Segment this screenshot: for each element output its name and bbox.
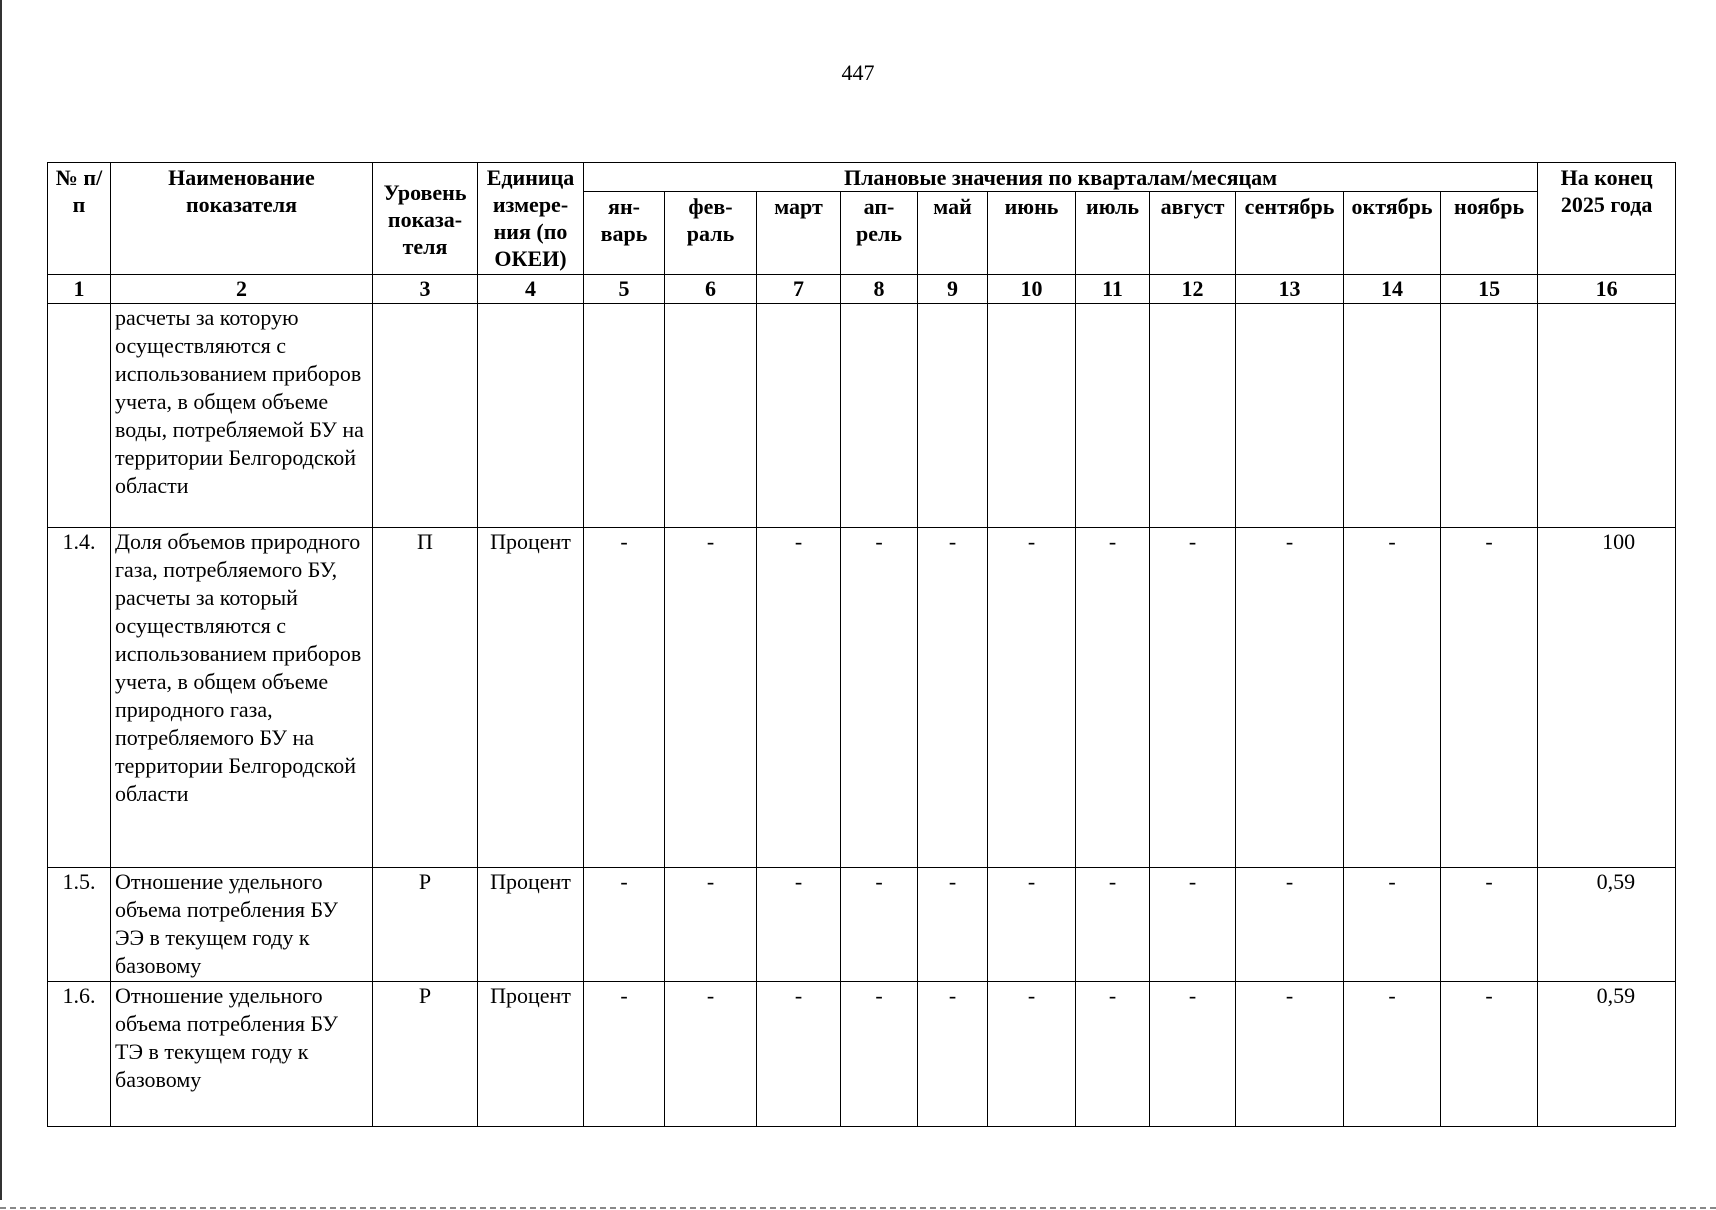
- month-value: [988, 304, 1076, 528]
- column-index: 4: [478, 275, 584, 304]
- column-index: 12: [1150, 275, 1236, 304]
- table-row: [48, 982, 1676, 1127]
- column-index: 6: [665, 275, 757, 304]
- header-level: Уровень показа-теля: [373, 163, 478, 275]
- header-month: октябрь: [1344, 192, 1441, 275]
- month-value: [1076, 304, 1150, 528]
- indicator-name: расчеты за которую осуществляются с использованием приборов учета, в общем объеме воды, потребляемой БУ на территории Белгородской области: [111, 304, 373, 528]
- header-month: август: [1150, 192, 1236, 275]
- month-value: -: [1344, 982, 1441, 1127]
- column-index: 5: [584, 275, 665, 304]
- header-no: № п/п: [48, 163, 111, 275]
- page-number: 447: [841, 60, 875, 85]
- header-planned: Плановые значения по кварталам/месяцам: [584, 163, 1538, 192]
- indicator-table: [47, 162, 1676, 1127]
- month-value: [665, 304, 757, 528]
- month-value: -: [1076, 868, 1150, 982]
- month-value: -: [918, 982, 988, 1127]
- indicator-level: Р: [373, 982, 478, 1127]
- header-month: фев-раль: [665, 192, 757, 275]
- column-index: 15: [1441, 275, 1538, 304]
- month-value: [918, 304, 988, 528]
- month-value: -: [918, 868, 988, 982]
- month-value: [1441, 304, 1538, 528]
- column-index: 9: [918, 275, 988, 304]
- row-number: 1.5.: [48, 868, 111, 982]
- column-index: 16: [1538, 275, 1676, 304]
- end-year-value: [1538, 304, 1676, 528]
- column-index-row: [48, 275, 1676, 304]
- column-index: 7: [757, 275, 841, 304]
- month-value: -: [841, 982, 918, 1127]
- month-value: -: [1344, 868, 1441, 982]
- month-value: -: [1150, 528, 1236, 868]
- column-index: 11: [1076, 275, 1150, 304]
- indicator-unit: Процент: [478, 528, 584, 868]
- month-value: -: [584, 528, 665, 868]
- month-value: -: [1441, 982, 1538, 1127]
- header-month: ноябрь: [1441, 192, 1538, 275]
- month-value: [757, 304, 841, 528]
- month-value: [1150, 304, 1236, 528]
- column-index: 13: [1236, 275, 1344, 304]
- column-index: 14: [1344, 275, 1441, 304]
- month-value: -: [665, 528, 757, 868]
- header-name: Наименование показателя: [111, 163, 373, 275]
- header-row-1: [48, 163, 1676, 192]
- header-month: ап-рель: [841, 192, 918, 275]
- end-year-value: 0,59: [1538, 982, 1676, 1127]
- month-value: -: [841, 868, 918, 982]
- month-value: [584, 304, 665, 528]
- end-year-value: 0,59: [1538, 868, 1676, 982]
- month-value: -: [988, 868, 1076, 982]
- header-month: сентябрь: [1236, 192, 1344, 275]
- month-value: -: [841, 528, 918, 868]
- indicator-name: Отношение удельного объема потребления БУ ЭЭ в текущем году к базовому: [111, 868, 373, 982]
- month-value: -: [665, 982, 757, 1127]
- month-value: [1236, 304, 1344, 528]
- indicator-level: [373, 304, 478, 528]
- month-value: -: [1236, 528, 1344, 868]
- indicator-level: П: [373, 528, 478, 868]
- month-value: -: [1150, 982, 1236, 1127]
- header-month: май: [918, 192, 988, 275]
- header-month: ян-варь: [584, 192, 665, 275]
- column-index: 10: [988, 275, 1076, 304]
- indicator-name: Отношение удельного объема потребления БУ ТЭ в текущем году к базовому: [111, 982, 373, 1127]
- month-value: -: [1236, 868, 1344, 982]
- month-value: -: [584, 982, 665, 1127]
- header-end-year: На конец 2025 года: [1538, 163, 1676, 275]
- month-value: -: [1441, 868, 1538, 982]
- month-value: -: [918, 528, 988, 868]
- column-index: 3: [373, 275, 478, 304]
- indicator-unit: [478, 304, 584, 528]
- month-value: -: [1076, 982, 1150, 1127]
- table-row: [48, 304, 1676, 528]
- month-value: -: [1441, 528, 1538, 868]
- month-value: -: [1236, 982, 1344, 1127]
- month-value: -: [757, 868, 841, 982]
- column-index: 8: [841, 275, 918, 304]
- row-number: [48, 304, 111, 528]
- indicator-level: Р: [373, 868, 478, 982]
- month-value: [841, 304, 918, 528]
- month-value: -: [1076, 528, 1150, 868]
- row-number: 1.4.: [48, 528, 111, 868]
- month-value: -: [1344, 528, 1441, 868]
- header-month: март: [757, 192, 841, 275]
- table-row: [48, 528, 1676, 868]
- end-year-value: 100: [1538, 528, 1676, 868]
- month-value: -: [757, 528, 841, 868]
- indicator-unit: Процент: [478, 982, 584, 1127]
- header-month: июнь: [988, 192, 1076, 275]
- table-row: [48, 868, 1676, 982]
- month-value: -: [988, 528, 1076, 868]
- month-value: -: [988, 982, 1076, 1127]
- column-index: 1: [48, 275, 111, 304]
- column-index: 2: [111, 275, 373, 304]
- header-month: июль: [1076, 192, 1150, 275]
- month-value: -: [1150, 868, 1236, 982]
- header-unit: Единица измере-ния (по ОКЕИ): [478, 163, 584, 275]
- row-number: 1.6.: [48, 982, 111, 1127]
- month-value: -: [584, 868, 665, 982]
- indicator-unit: Процент: [478, 868, 584, 982]
- month-value: -: [665, 868, 757, 982]
- month-value: [1344, 304, 1441, 528]
- indicator-name: Доля объемов природного газа, потребляемого БУ, расчеты за который осуществляются с использованием приборов учета, в общем объеме природного газа, потребляемого БУ на территории Белгородской области: [111, 528, 373, 868]
- month-value: -: [757, 982, 841, 1127]
- page-left-edge: [0, 0, 2, 1200]
